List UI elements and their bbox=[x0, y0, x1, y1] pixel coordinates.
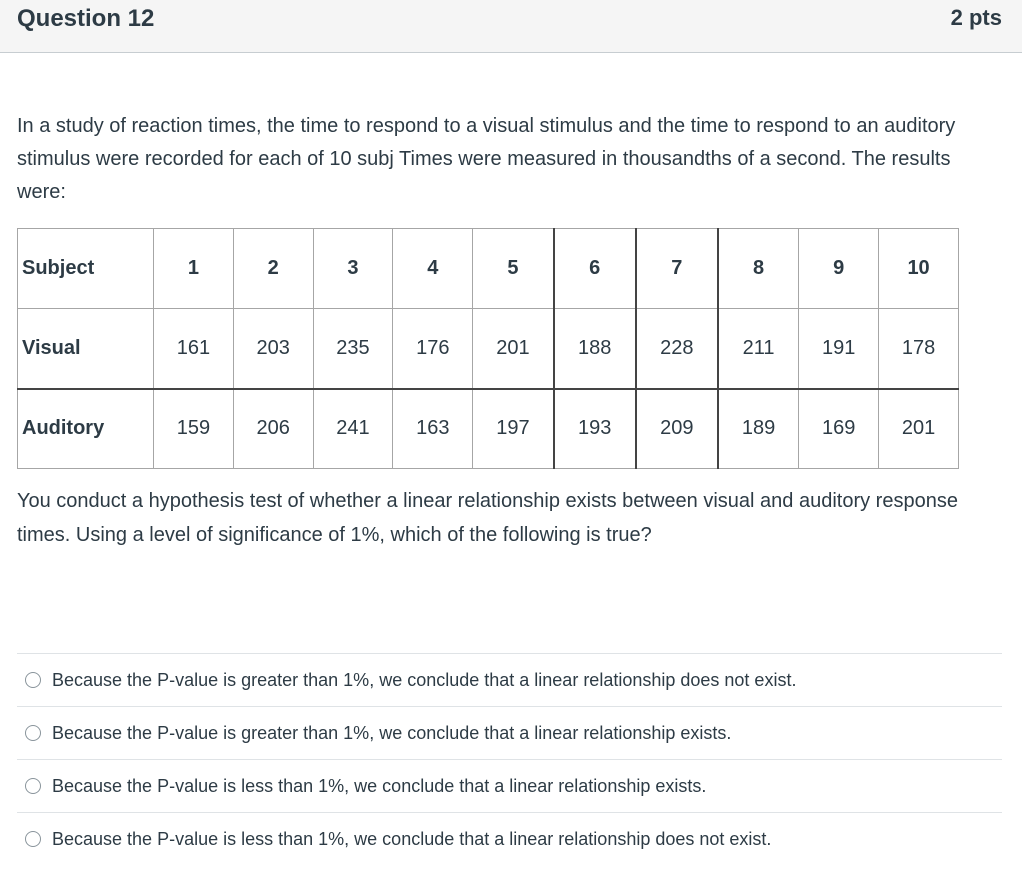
table-row-visual bbox=[18, 309, 959, 389]
table-cell: 7 bbox=[636, 229, 718, 309]
table-cell: 6 bbox=[554, 229, 636, 309]
radio-button[interactable] bbox=[25, 672, 41, 688]
table-cell: 178 bbox=[879, 309, 959, 389]
question-points: 2 pts bbox=[950, 5, 1002, 30]
table-cell: 1 bbox=[154, 229, 234, 309]
question-title: Question 12 bbox=[17, 5, 155, 32]
table-cell: 3 bbox=[313, 229, 393, 309]
radio-button[interactable] bbox=[25, 831, 41, 847]
table-row-auditory bbox=[18, 389, 959, 469]
table-cell: 161 bbox=[154, 309, 234, 389]
table-cell: 211 bbox=[718, 309, 799, 389]
answer-label: Because the P-value is greater than 1%, we conclude that a linear relationship does not exist. bbox=[52, 669, 797, 690]
table-cell: 9 bbox=[799, 229, 879, 309]
answer-label: Because the P-value is less than 1%, we conclude that a linear relationship does not exist. bbox=[52, 828, 772, 849]
table-cell: 163 bbox=[393, 389, 473, 469]
table-cell: 176 bbox=[393, 309, 473, 389]
row-label-subject: Subject bbox=[18, 229, 154, 309]
answer-option-1[interactable] bbox=[17, 653, 1002, 706]
table-cell: 189 bbox=[718, 389, 799, 469]
table-cell: 4 bbox=[393, 229, 473, 309]
question-header bbox=[0, 0, 1022, 53]
answer-label: Because the P-value is greater than 1%, we conclude that a linear relationship exists. bbox=[52, 722, 732, 743]
row-label-auditory: Auditory bbox=[18, 389, 154, 469]
table-cell: 10 bbox=[879, 229, 959, 309]
answer-option-4[interactable] bbox=[17, 812, 1002, 865]
table-cell: 209 bbox=[636, 389, 718, 469]
table-cell: 2 bbox=[233, 229, 313, 309]
table-cell: 206 bbox=[233, 389, 313, 469]
answer-option-2[interactable] bbox=[17, 706, 1002, 759]
row-label-visual: Visual bbox=[18, 309, 154, 389]
table-cell: 188 bbox=[554, 309, 636, 389]
table-cell: 8 bbox=[718, 229, 799, 309]
table-cell: 241 bbox=[313, 389, 393, 469]
question-intro-text: In a study of reaction times, the time to respond to a visual stimulus and the time to respond to an auditory stimulus were recorded for each of 10 subj Times were measured in thousandths of a second. The results were: bbox=[17, 115, 956, 203]
table-cell: 228 bbox=[636, 309, 718, 389]
table-cell: 193 bbox=[554, 389, 636, 469]
table-cell: 191 bbox=[799, 309, 879, 389]
table-cell: 203 bbox=[233, 309, 313, 389]
table-cell: 159 bbox=[154, 389, 234, 469]
reaction-times-table bbox=[17, 228, 959, 469]
table-cell: 201 bbox=[473, 309, 554, 389]
table-cell: 197 bbox=[473, 389, 554, 469]
answer-label: Because the P-value is less than 1%, we conclude that a linear relationship exists. bbox=[52, 775, 707, 796]
radio-button[interactable] bbox=[25, 725, 41, 741]
question-prompt-text: You conduct a hypothesis test of whether a linear relationship exists between visual and auditory response times. Using a level of significance of 1%, which of the following is true? bbox=[17, 490, 958, 546]
table-cell: 5 bbox=[473, 229, 554, 309]
table-cell: 235 bbox=[313, 309, 393, 389]
answer-choices bbox=[17, 653, 1002, 865]
radio-button[interactable] bbox=[25, 778, 41, 794]
table-cell: 169 bbox=[799, 389, 879, 469]
answer-option-3[interactable] bbox=[17, 759, 1002, 812]
table-cell: 201 bbox=[879, 389, 959, 469]
table-row-subject bbox=[18, 229, 959, 309]
